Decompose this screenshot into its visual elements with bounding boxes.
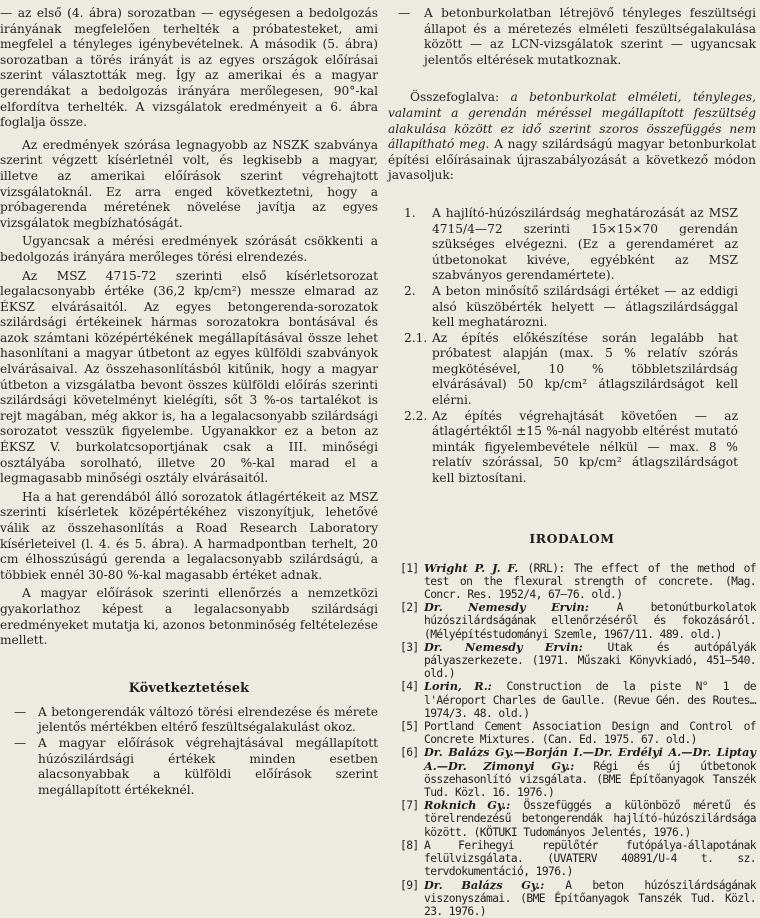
paragraph-6: A magyar előírások szerinti ellenőrzés a nemzetközi gyakorlathoz képest a legalacsonyabb szilárdsági eredményeket mutatja ki, azonos betonminőség feltételezése mellett. [0, 586, 378, 648]
list-item: — A betonburkolatban létrejövő tényleges feszültségi állapot és a méretezés elméleti feszültségalakulása között — az LCN-vizsgálatok szerint — ugyancsak jelentős eltérések mutatkoznak. [388, 6, 756, 68]
list-item: — A magyar előírások végrehajtásával megállapított húzószilárdsági értékek minden esetben alacsonyabbak a külföldi előírások szerint megállapított értékeknél. [0, 736, 378, 798]
reference-item: [6] Dr. Balázs Gy.—Borján I.—Dr. Erdélyi A.—Dr. Liptay A.—Dr. Zimonyi Gy.: Régi és új útbetonok összehasonlító vizsgálata. (BME Építőanyagok Tanszék Tud. Közl. 16. 1976.) [388, 746, 756, 799]
summary-paragraph: Összefoglalva: a betonburkolat elméleti, tényleges, valamint a gerendán méréssel megállapított feszültség alakulása között ez idő szerint szoros összefüggés nem állapítható meg. A nagy szilárdságú magyar betonburkolat építési előírásainak újraszabályozását a következő módon javasoljuk: [388, 90, 756, 184]
reference-item: [5] Portland Cement Association Design and Control of Concrete Mixtures. (Can. Ed. 1975. 67. old.) [388, 720, 756, 746]
conclusions-list [0, 705, 378, 799]
paragraph-4: Az MSZ 4715-72 szerinti első kísérletsorozat legalacsonyabb értéke (36,2 kp/cm²) messze elmarad az ÉKSZ elvárásaitól. Az egyes betongerenda-sorozatok szilárdsági értékeinek hármas sorozatokra bontásával és azok számtani középértékének megállapításával össze lehet hasonlítani a magyar útbetont az egyes külföldi szabványok elvárásaival. Az összehasonlításból kitűnik, hogy a magyar útbeton a vizsgálatba bevont összes külföldi előírás szerinti szilárdsági követelményt kielégíti, sőt 3 %-os tartalékot is rejt magában, még akkor is, ha a legalacsonyabb szilárdsági sorozatot vesszük figyelembe. Ugyanakkor ez a beton az ÉKSZ V. burkolatcsoportjának csak a III. minőségi osztályába sorolható, illetve 20 %-kal marad el a legmagasabb minőségi osztály elvárásaitól. [0, 269, 378, 487]
reference-item: [9] Dr. Balázs Gy.: A beton húzószilárdságának viszonyszámai. (BME Építőanyagok Tanszék Tud. Közl. 23. 1976.) [388, 879, 756, 918]
paragraph-5: Ha a hat gerendából álló sorozatok átlagértékeit az MSZ szerinti kísérletek középértékéhez viszonyítjuk, lehetővé válik az összehasonlítás a Road Research Laboratory kísérleteivel (l. 4. és 5. ábra). A harmadpontban terhelt, 20 cm élhosszúságú gerenda a legalacsonyabb szilárdságú, a többiek ennél 30-80 %-kal magasabb értéket adnak. [0, 490, 378, 584]
conclusions-heading: Következtetések [0, 681, 378, 696]
paragraph-2: Az eredmények szórása legnagyobb az NSZK szabványa szerint végzett kísérletnél volt, és legkisebb a magyar, illetve az amerikai előírások szerint végrehajtott vizsgálatoknál. Ez arra enged következtetni, hogy a próbagerenda méretének növelése javítja az egyes vizsgálatok megbízhatóságát. [0, 138, 378, 232]
reference-item: [3] Dr. Nemesdy Ervin: Utak és autópályák pályaszerkezete. (1971. Műszaki Könyvkiadó, 451—540. old.) [388, 641, 756, 681]
list-item: — A betongerendák változó törési elrendezése és mérete jelentős mértékben eltérő feszültségalakulást okoz. [0, 705, 378, 736]
reference-item: [2] Dr. Nemesdy Ervin: A betonútburkolatok húzószilárdságának ellenőrzéséről és fokozásáról. (Mélyépítéstudományi Szemle, 1967/11. 489. old.) [388, 601, 756, 641]
top-list [388, 6, 756, 68]
list-item: 2.2. Az építés végrehajtását követően — az átlagértéktől ±15 %-nál nagyobb eltérést mutató minták figyelembevétele nélkül — max. 8 % relatív szórással, 50 kp/cm² átlagszilárdságot kell biztosítani. [388, 409, 756, 487]
reference-item: [4] Lorin, R.: Construction de la piste N° 1 de l'Aéroport Charles de Gaulle. (Revue Gén. des Routes… 1974/3. 48. old.) [388, 680, 756, 720]
reference-item: [8] A Ferihegyi repülőtér futópálya-állapotának felülvizsgálata. (UVATERV 40891/U-4 t. sz. tervdokumentáció, 1976.) [388, 839, 756, 879]
proposals-list [388, 206, 756, 487]
reference-item: [7] Roknich Gy.: Összefüggés a különböző méretű és törelrendezésű betongerendák hajlító-húzószilárdsága között. (KÖTUKI Tudományos Jelentés, 1976.) [388, 799, 756, 839]
references-title: IRODALOM [388, 531, 756, 546]
right-column [388, 6, 756, 918]
references-list [388, 562, 756, 918]
list-item: 2.1. Az építés előkészítése során legalább hat próbatest alapján (max. 5 % relatív szórás megkötésével, 10 % többletszilárdság elvárásával) 50 kp/cm² átlagszilárdságot kell elérni. [388, 331, 756, 409]
left-column [0, 6, 378, 798]
paragraph-1: — az első (4. ábra) sorozatban — egységesen a bedolgozás irányának megfelelően terhelték a próbatesteket, ami megfelel a tényleges igénybevételnek. A második (5. ábra) sorozatban a törés irányát is az egyes országok előírásai szerint választották meg. Így az amerikai és a magyar gerendákat a bedolgozás irányára merőlegesen, 90°-kal elfordítva terhelték. A vizsgálatok eredményeit a 6. ábra foglalja össze. [0, 6, 378, 131]
paragraph-3: Ugyancsak a mérési eredmények szórását csökkenti a bedolgozás irányára merőleges törési elrendezés. [0, 234, 378, 265]
list-item: 1. A hajlító-húzószilárdság meghatározását az MSZ 4715/4—72 szerinti 15×15×70 gerendán szükséges elvégezni. (Ez a gerendaméret az útbetonokat kivéve, egyébként az MSZ szabványos gerendamértete). [388, 206, 756, 284]
reference-item: [1] Wright P. J. F. (RRL): The effect of the method of test on the flexural strength of concrete. (Mag. Concr. Res. 1952/4, 67—76. old.) [388, 562, 756, 602]
list-item: 2. A beton minősítő szilárdsági értéket — az eddigi alsó küszöbérték helyett — átlagszilárdsággal kell meghatározni. [388, 284, 756, 331]
